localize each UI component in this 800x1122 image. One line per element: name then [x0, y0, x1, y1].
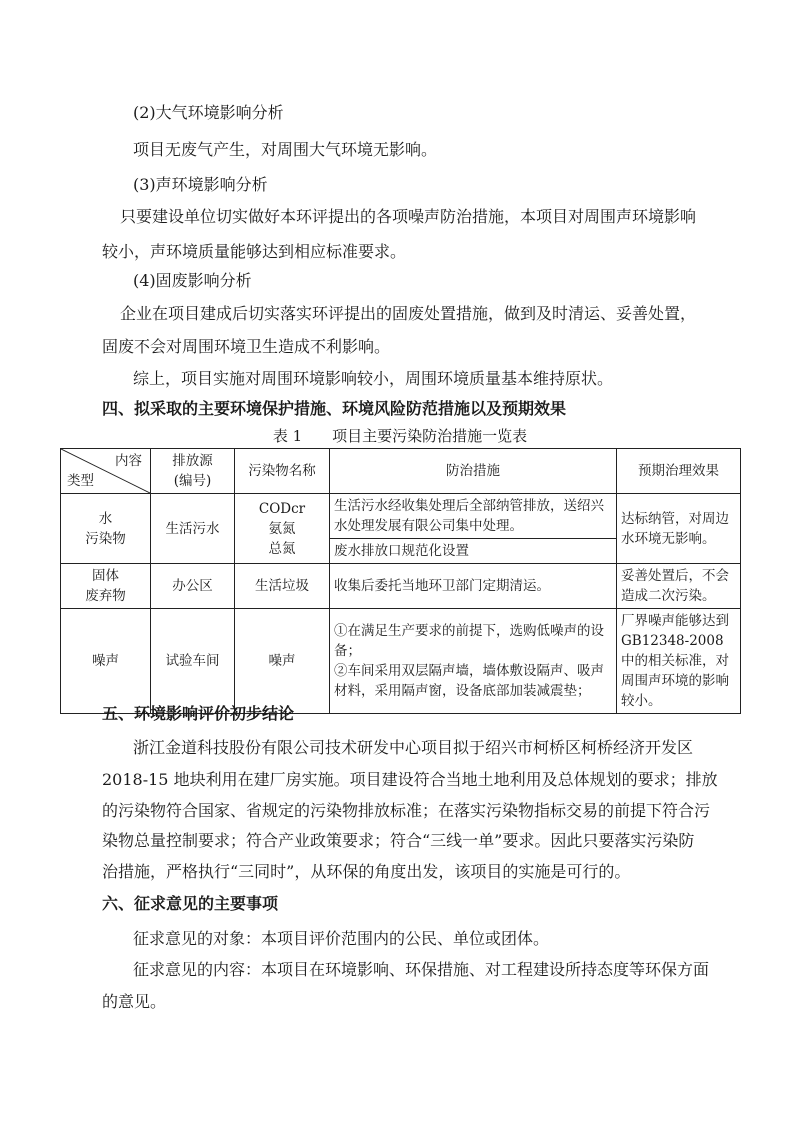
header-type-label: 类型 [67, 473, 94, 489]
solid-type-line-2: 废弃物 [85, 588, 126, 604]
water-pollutant-cell [235, 494, 330, 564]
section-3-text-line-2: 较小，声环境质量能够达到相应标准要求。 [102, 242, 407, 261]
section-4-heading: (4)固废影响分析 [133, 271, 252, 290]
noise-type-cell: 噪声 [61, 609, 151, 714]
water-type-line-2: 污染物 [85, 530, 126, 547]
opinion-object: 征求意见的对象：本项目评价范围内的公民、单位或团体。 [133, 929, 550, 948]
table-caption [0, 426, 800, 446]
noise-effect-cell: 厂界噪声能够达到GB12348-2008中的相关标准，对周围声环境的影响较小。 [617, 609, 741, 714]
conclusion-line-3: 的污染物符合国家、省规定的污染物排放标准；在落实污染物指标交易的前提下符合污 [102, 801, 711, 820]
section-2-heading: (2)大气环境影响分析 [133, 103, 284, 122]
solid-pollutant-cell: 生活垃圾 [235, 564, 330, 609]
section-3-text-line-1: 只要建设单位切实做好本环评提出的各项噪声防治措施，本项目对周围声环境影响 [120, 207, 697, 226]
water-pollutant-cod: CODcr [258, 500, 306, 517]
table-header-row [61, 449, 741, 494]
solid-type-line-1: 固体 [92, 568, 119, 584]
table-row-solid-waste [61, 564, 741, 609]
noise-pollutant-cell: 噪声 [235, 609, 330, 714]
pollution-measures-table [60, 448, 741, 714]
header-effect: 预期治理效果 [617, 449, 741, 494]
section-4-text-line-2: 固废不会对周围环境卫生造成不利影响。 [102, 337, 391, 356]
header-source [151, 449, 235, 494]
header-source-line-1: 排放源 [172, 453, 213, 469]
opinion-content-line-1: 征求意见的内容：本项目在环境影响、环保措施、对工程建设所持态度等环保方面 [133, 960, 710, 979]
conclusion-line-1: 浙江金道科技股份有限公司技术研发中心项目拟于绍兴市柯桥区柯桥经济开发区 [133, 738, 694, 757]
conclusion-line-4: 染物总量控制要求；符合产业政策要求；符合“三线一单”要求。因此只要落实污染防 [102, 831, 695, 850]
opinion-content-line-2: 的意见。 [102, 992, 167, 1011]
noise-measure-1: ①在满足生产要求的前提下，选购低噪声的设备； [334, 623, 604, 659]
header-content-label: 内容 [115, 453, 142, 469]
conclusion-line-2: 2018-15 地块利用在建厂房实施。项目建设符合当地土地利用及总体规划的要求；排放 [102, 770, 718, 789]
heading-section-six: 六、征求意见的主要事项 [102, 894, 279, 913]
heading-section-five: 五、环境影响评价初步结论 [102, 704, 295, 723]
summary-text: 综上，项目实施对周围环境影响较小，周围环境质量基本维持原状。 [133, 369, 614, 388]
table-row-water-1 [61, 494, 741, 539]
table-caption-title: 项目主要污染防治措施一览表 [332, 427, 528, 445]
section-3-heading: (3)声环境影响分析 [133, 175, 268, 194]
water-source-cell: 生活污水 [151, 494, 235, 564]
noise-measure-cell [330, 609, 617, 714]
water-measure-1: 生活污水经收集处理后全部纳管排放，送绍兴水处理发展有限公司集中处理。 [330, 494, 617, 539]
water-effect-cell: 达标纳管，对周边水环境无影响。 [617, 494, 741, 564]
noise-measure-2: ②车间采用双层隔声墙，墙体敷设隔声、吸声材料，采用隔声窗，设备底部加装减震垫； [334, 663, 604, 699]
solid-measure-cell: 收集后委托当地环卫部门定期清运。 [330, 564, 617, 609]
solid-type-cell [61, 564, 151, 609]
solid-source-cell: 办公区 [151, 564, 235, 609]
solid-effect-cell: 妥善处置后，不会造成二次污染。 [617, 564, 741, 609]
header-pollutant: 污染物名称 [235, 449, 330, 494]
water-pollutant-total-nitrogen: 总氮 [268, 540, 296, 557]
section-4-text-line-1: 企业在项目建成后切实落实环评提出的固废处置措施，做到及时清运、妥善处置， [120, 304, 697, 323]
section-2-text: 项目无废气产生，对周围大气环境无影响。 [133, 140, 438, 159]
water-pollutant-ammonia: 氨氮 [268, 520, 296, 537]
table-caption-number: 表 1 [272, 427, 303, 445]
table-row-noise [61, 609, 741, 714]
heading-section-four: 四、拟采取的主要环境保护措施、环境风险防范措施以及预期效果 [102, 399, 567, 418]
header-source-line-2: (编号) [173, 473, 212, 489]
water-type-line-1: 水 [98, 510, 113, 527]
conclusion-line-5: 治措施，严格执行“三同时”，从环保的角度出发，该项目的实施是可行的。 [102, 862, 631, 881]
noise-source-cell: 试验车间 [151, 609, 235, 714]
water-type-cell [61, 494, 151, 564]
header-measures: 防治措施 [330, 449, 617, 494]
header-corner-cell [61, 449, 151, 494]
water-measure-2: 废水排放口规范化设置 [330, 539, 617, 564]
